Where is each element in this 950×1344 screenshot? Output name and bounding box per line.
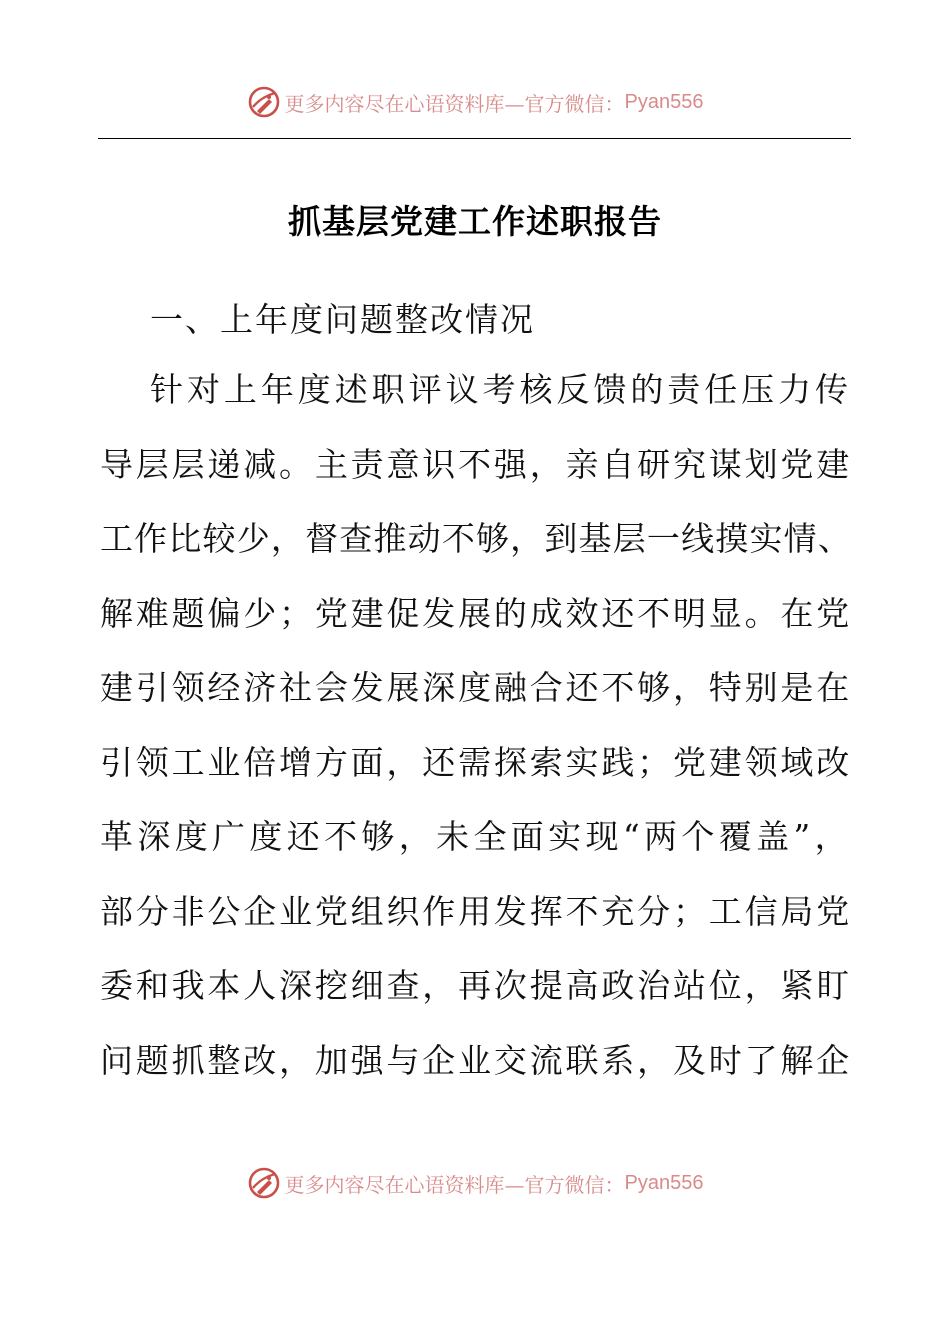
pen-nib-logo-icon [247, 85, 281, 119]
header-watermark [0, 82, 950, 122]
body-line-text: 委和我本人深挖细查，再次提高政治站位，紧盯 [100, 966, 852, 1005]
header-rule [98, 138, 851, 139]
body-line [100, 958, 852, 1033]
pen-nib-logo-icon [247, 1166, 281, 1200]
body-paragraph [100, 362, 852, 1107]
body-line [100, 809, 852, 884]
body-line [100, 511, 852, 586]
body-line-text: 革深度广度还不够，未全面实现“两个覆盖”， [100, 817, 852, 856]
body-line-text: 建引领经济社会发展深度融合还不够，特别是在 [100, 668, 852, 707]
footer-watermark [0, 1163, 950, 1203]
body-line [100, 1033, 852, 1108]
watermark-text: 更多内容尽在心语资料库—官方微信： [284, 91, 625, 116]
body-line [100, 735, 852, 810]
watermark-wechat-id: Pyan556 [624, 1171, 704, 1194]
body-line [100, 362, 852, 437]
body-line-text: 引领工业倍增方面，还需探索实践；党建领域改 [100, 742, 852, 782]
body-line [100, 884, 852, 959]
section-heading: 一、上年度问题整改情况 [150, 300, 535, 339]
body-line-text: 工作比较少，督查推动不够，到基层一线摸实情、 [100, 519, 852, 558]
body-line [100, 660, 852, 735]
body-line [100, 586, 852, 661]
body-line-text: 针对上年度述职评议考核反馈的责任压力传 [150, 370, 852, 409]
body-line-text: 导层层递减。主责意识不强，亲自研究谋划党建 [100, 444, 852, 484]
watermark-text: 更多内容尽在心语资料库—官方微信： [284, 1172, 625, 1197]
body-line [100, 437, 852, 512]
watermark-wechat-id: Pyan556 [624, 90, 704, 113]
body-line-text: 问题抓整改，加强与企业交流联系，及时了解企 [100, 1040, 852, 1080]
document-title: 抓基层党建工作述职报告 [288, 202, 662, 241]
body-line-text: 部分非公企业党组织作用发挥不充分；工信局党 [100, 891, 852, 931]
body-line-text: 解难题偏少；党建促发展的成效还不明显。在党 [100, 593, 852, 633]
